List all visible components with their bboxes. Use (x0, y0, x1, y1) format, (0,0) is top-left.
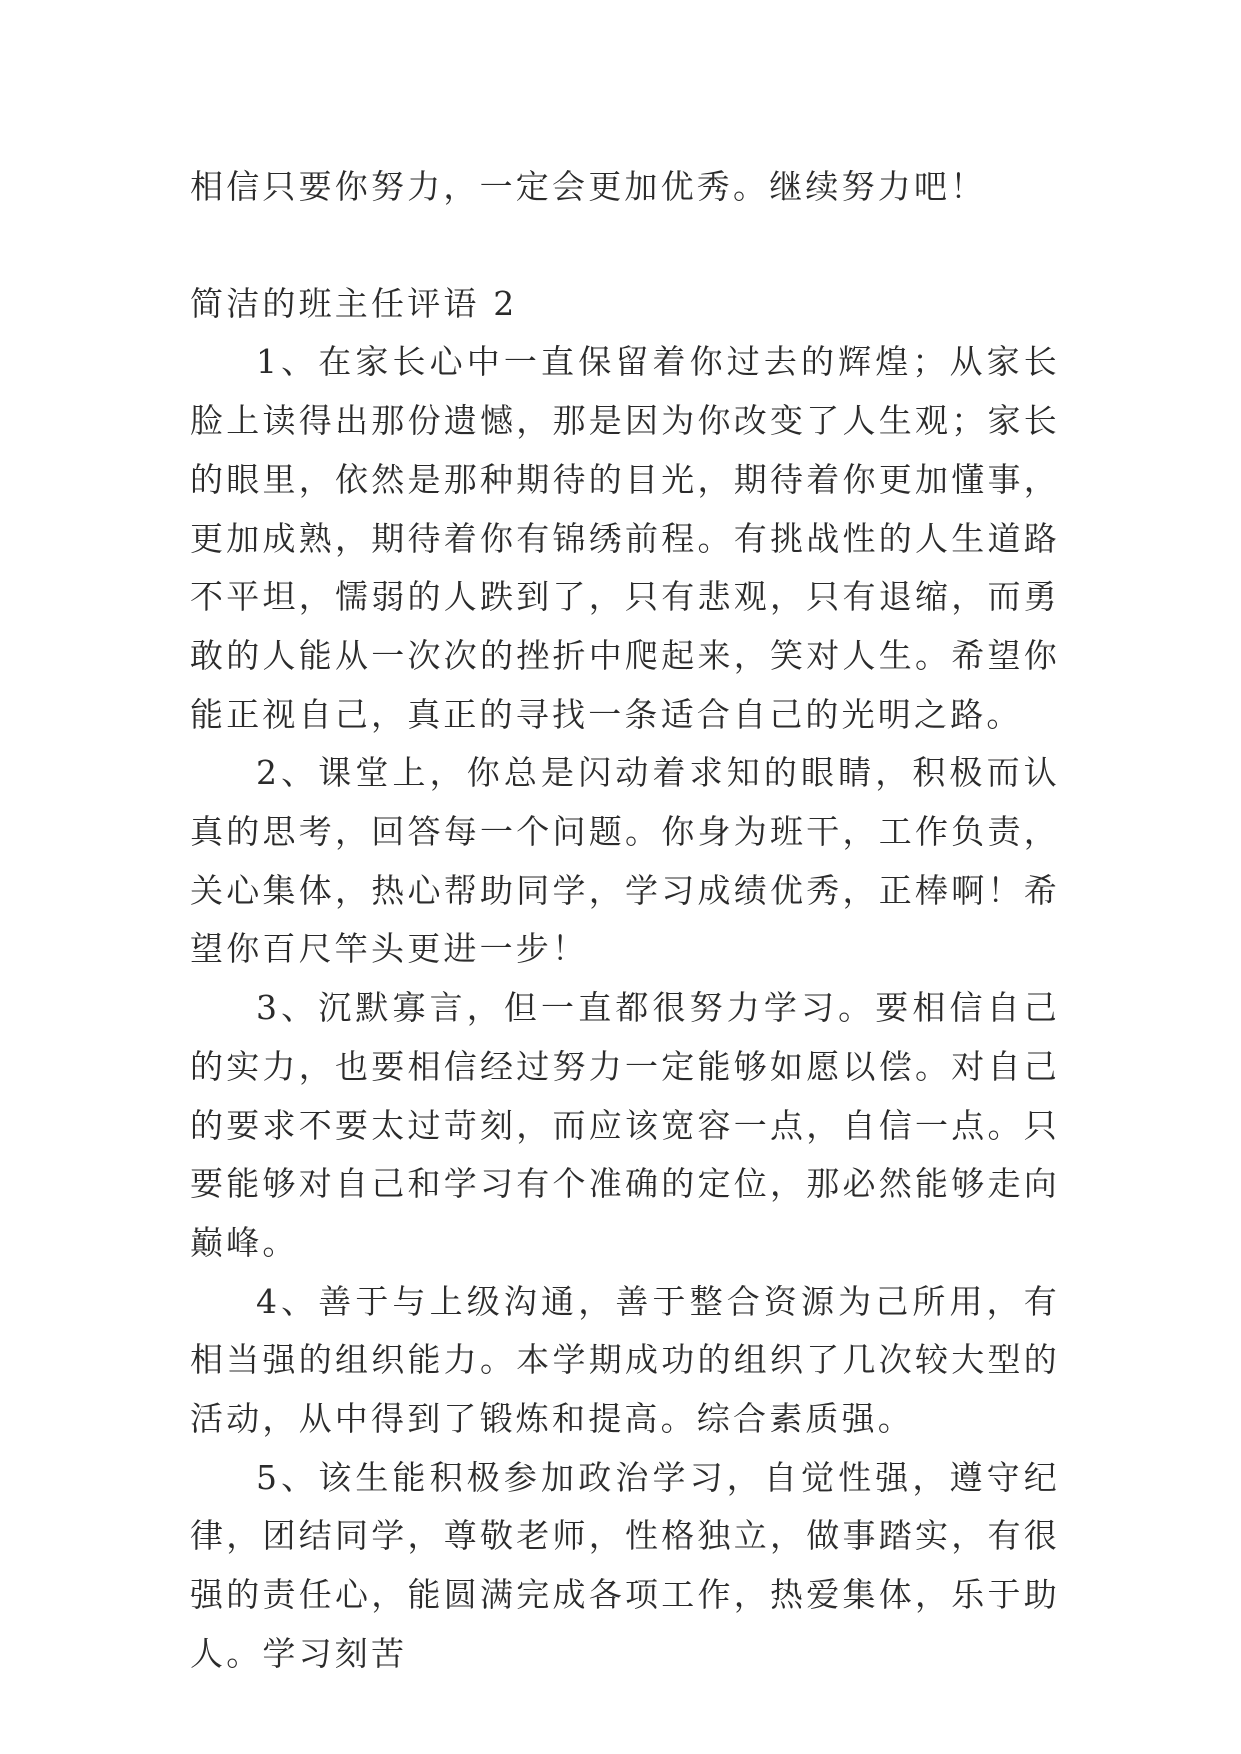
comment-paragraph-4: 4、善于与上级沟通，善于整合资源为己所用，有相当强的组织能力。本学期成功的组织了几次较大型的活动，从中得到了锻炼和提高。综合素质强。 (190, 1281, 1060, 1439)
comment-paragraph-1: 1、在家长心中一直保留着你过去的辉煌；从家长脸上读得出那份遗憾，那是因为你改变了人生观；家长的眼里，依然是那种期待的目光，期待着你更加懂事，更加成熟，期待着你有锦绣前程。有挑战性的人生道路不平坦，懦弱的人跌到了，只有悲观，只有退缩，而勇敢的人能从一次次的挫折中爬起来，笑对人生。希望你能正视自己，真正的寻找一条适合自己的光明之路。 (190, 342, 1060, 734)
comment-paragraph-2: 2、课堂上，你总是闪动着求知的眼睛，积极而认真的思考，回答每一个问题。你身为班干，工作负责，关心集体，热心帮助同学，学习成绩优秀，正棒啊！希望你百尺竿头更进一步！ (190, 753, 1060, 969)
comment-paragraph-3: 3、沉默寡言，但一直都很努力学习。要相信自己的实力，也要相信经过努力一定能够如愿以偿。对自己的要求不要太过苛刻，而应该宽容一点，自信一点。只要能够对自己和学习有个准确的定位，那必然能够走向巅峰。 (190, 988, 1060, 1262)
section-heading: 简洁的班主任评语 2 (190, 283, 518, 323)
comment-paragraph-5: 5、该生能积极参加政治学习，自觉性强，遵守纪律，团结同学，尊敬老师，性格独立，做事踏实，有很强的责任心，能圆满完成各项工作，热爱集体，乐于助人。学习刻苦 (190, 1457, 1060, 1673)
intro-line: 相信只要你努力，一定会更加优秀。继续努力吧！ (190, 167, 987, 206)
document-body (190, 158, 1060, 1684)
